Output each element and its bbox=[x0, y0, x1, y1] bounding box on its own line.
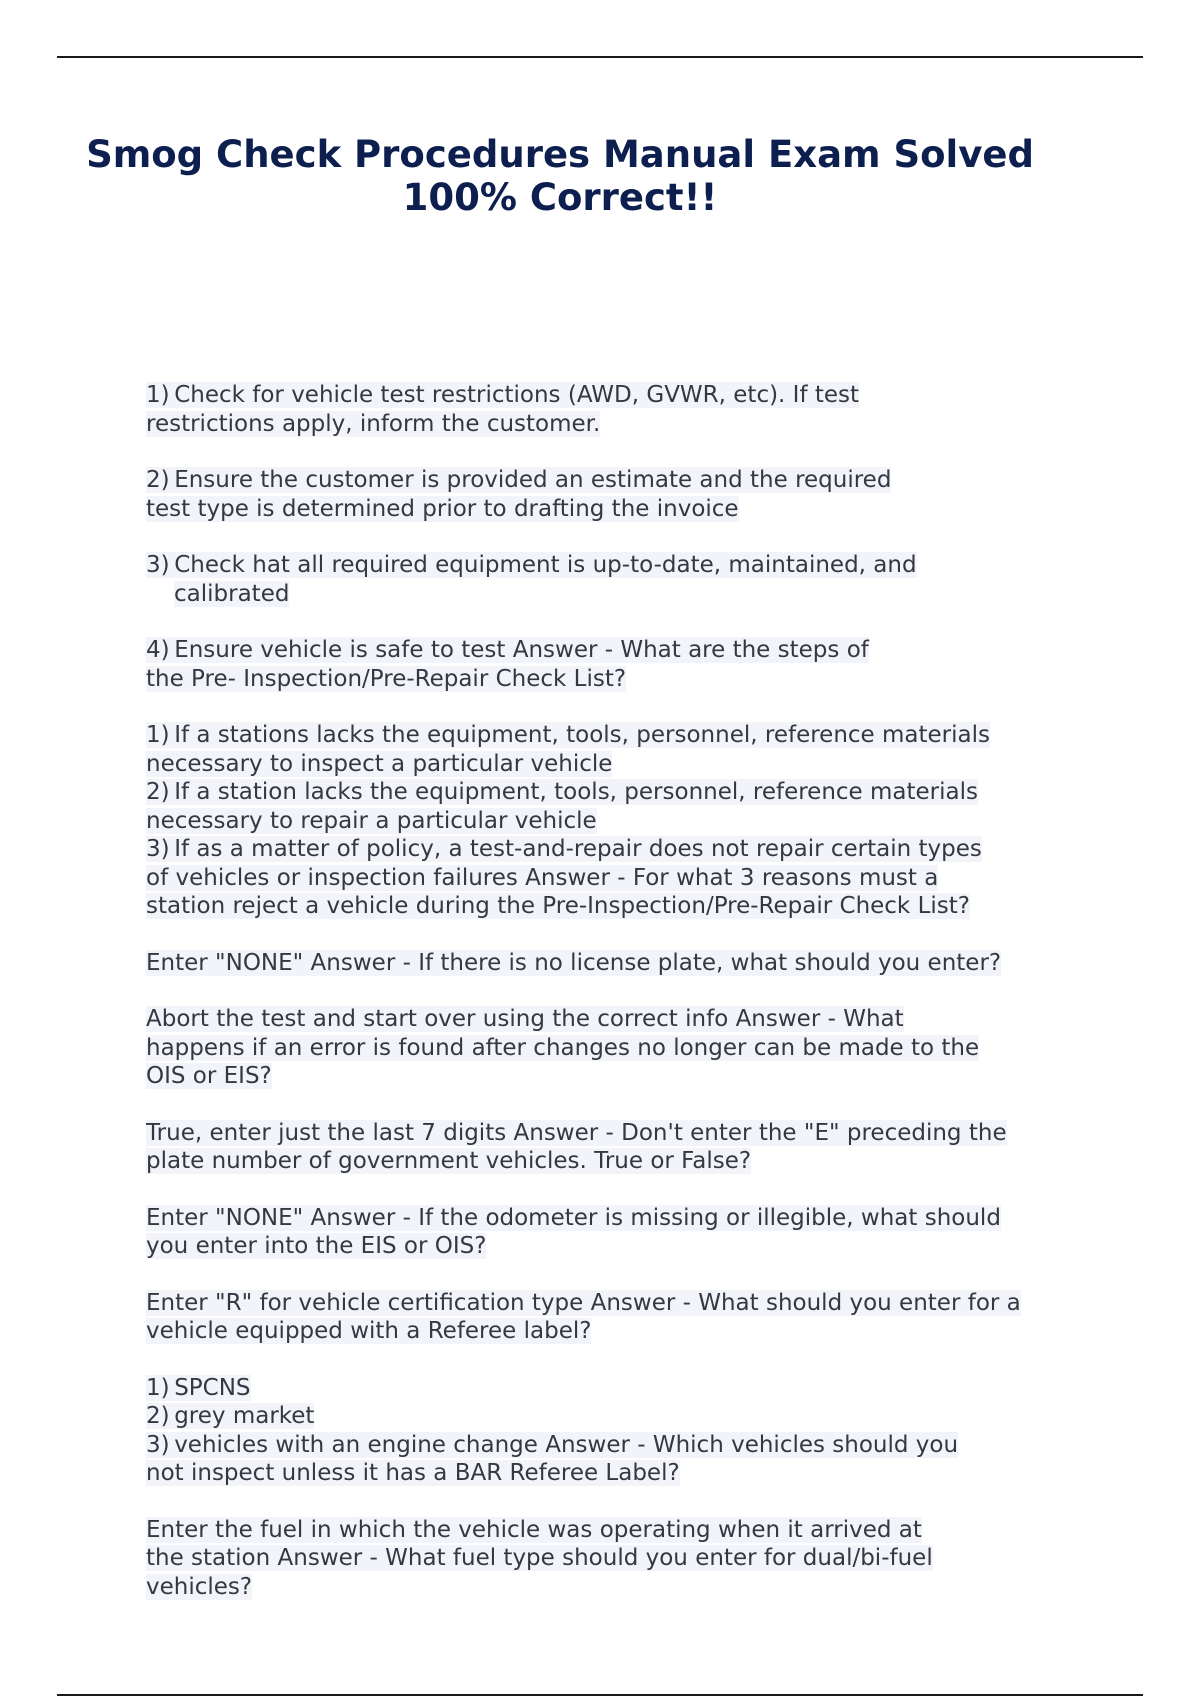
qa-block-6 bbox=[146, 949, 1086, 978]
bottom-rule bbox=[57, 1694, 1143, 1696]
text-line: vehicles? bbox=[146, 1573, 253, 1600]
top-rule bbox=[57, 56, 1143, 58]
title-line-1: Smog Check Procedures Manual Exam Solved bbox=[86, 133, 1034, 176]
text-line: not inspect unless it has a BAR Referee Label? bbox=[146, 1460, 680, 1486]
qa-content bbox=[146, 381, 1086, 1629]
qa-block-11 bbox=[146, 1374, 1086, 1488]
qa-block-7 bbox=[146, 1005, 1086, 1091]
text-line: calibrated bbox=[174, 580, 290, 607]
text-line: 2) If a station lacks the equipment, tools, personnel, reference materials bbox=[146, 779, 978, 805]
text-line: Enter the fuel in which the vehicle was operating when it arrived at bbox=[146, 1516, 922, 1543]
text-line: 3) If as a matter of policy, a test-and-repair does not repair certain types bbox=[146, 836, 982, 862]
text-line: necessary to repair a particular vehicle bbox=[146, 807, 597, 834]
page-title bbox=[80, 133, 1040, 219]
text-line: True, enter just the last 7 digits Answer - Don't enter the "E" preceding the bbox=[146, 1119, 1007, 1146]
text-line: 2) grey market bbox=[146, 1403, 315, 1429]
title-line-2: 100% Correct!! bbox=[402, 176, 718, 219]
text-line: station reject a vehicle during the Pre-Inspection/Pre-Repair Check List? bbox=[146, 893, 970, 919]
text-line: of vehicles or inspection failures Answer - For what 3 reasons must a bbox=[146, 864, 939, 891]
text-line: test type is determined prior to drafting the invoice bbox=[146, 495, 739, 522]
qa-block-9 bbox=[146, 1204, 1086, 1261]
text-line: OIS or EIS? bbox=[146, 1063, 272, 1089]
text-line: 3) vehicles with an engine change Answer - Which vehicles should you bbox=[146, 1431, 959, 1458]
text-line: 2) Ensure the customer is provided an estimate and the required bbox=[146, 467, 892, 493]
qa-block-1 bbox=[146, 381, 1086, 438]
text-line: Enter "R" for vehicle certification type Answer - What should you enter for a bbox=[146, 1289, 1021, 1316]
text-line: 1) SPCNS bbox=[146, 1374, 251, 1401]
text-line: 1) If a stations lacks the equipment, tools, personnel, reference materials bbox=[146, 722, 990, 748]
qa-block-10 bbox=[146, 1289, 1086, 1346]
text-line: Abort the test and start over using the correct info Answer - What bbox=[146, 1006, 904, 1032]
text-line: the station Answer - What fuel type should you enter for dual/bi-fuel bbox=[146, 1545, 933, 1571]
text-line: you enter into the EIS or OIS? bbox=[146, 1233, 487, 1259]
text-line: Enter "NONE" Answer - If the odometer is missing or illegible, what should bbox=[146, 1204, 1001, 1231]
qa-block-8 bbox=[146, 1119, 1086, 1176]
text-line: necessary to inspect a particular vehicle bbox=[146, 750, 613, 777]
text-line: Enter "NONE" Answer - If there is no license plate, what should you enter? bbox=[146, 949, 1002, 976]
text-line: plate number of government vehicles. True or False? bbox=[146, 1148, 752, 1174]
text-line: restrictions apply, inform the customer. bbox=[146, 410, 601, 437]
qa-block-5 bbox=[146, 721, 1086, 921]
qa-block-2 bbox=[146, 466, 1086, 523]
qa-block-3 bbox=[146, 551, 1086, 608]
text-line: vehicle equipped with a Referee label? bbox=[146, 1318, 592, 1344]
qa-block-12 bbox=[146, 1516, 1086, 1602]
qa-block-4 bbox=[146, 636, 1086, 693]
text-line: 3) Check hat all required equipment is up-to-date, maintained, and bbox=[146, 552, 917, 578]
text-line: the Pre- Inspection/Pre-Repair Check List? bbox=[146, 665, 627, 692]
text-line: 4) Ensure vehicle is safe to test Answer - What are the steps of bbox=[146, 637, 869, 663]
text-line: happens if an error is found after changes no longer can be made to the bbox=[146, 1034, 980, 1061]
text-line: 1) Check for vehicle test restrictions (AWD, GVWR, etc). If test bbox=[146, 382, 860, 408]
